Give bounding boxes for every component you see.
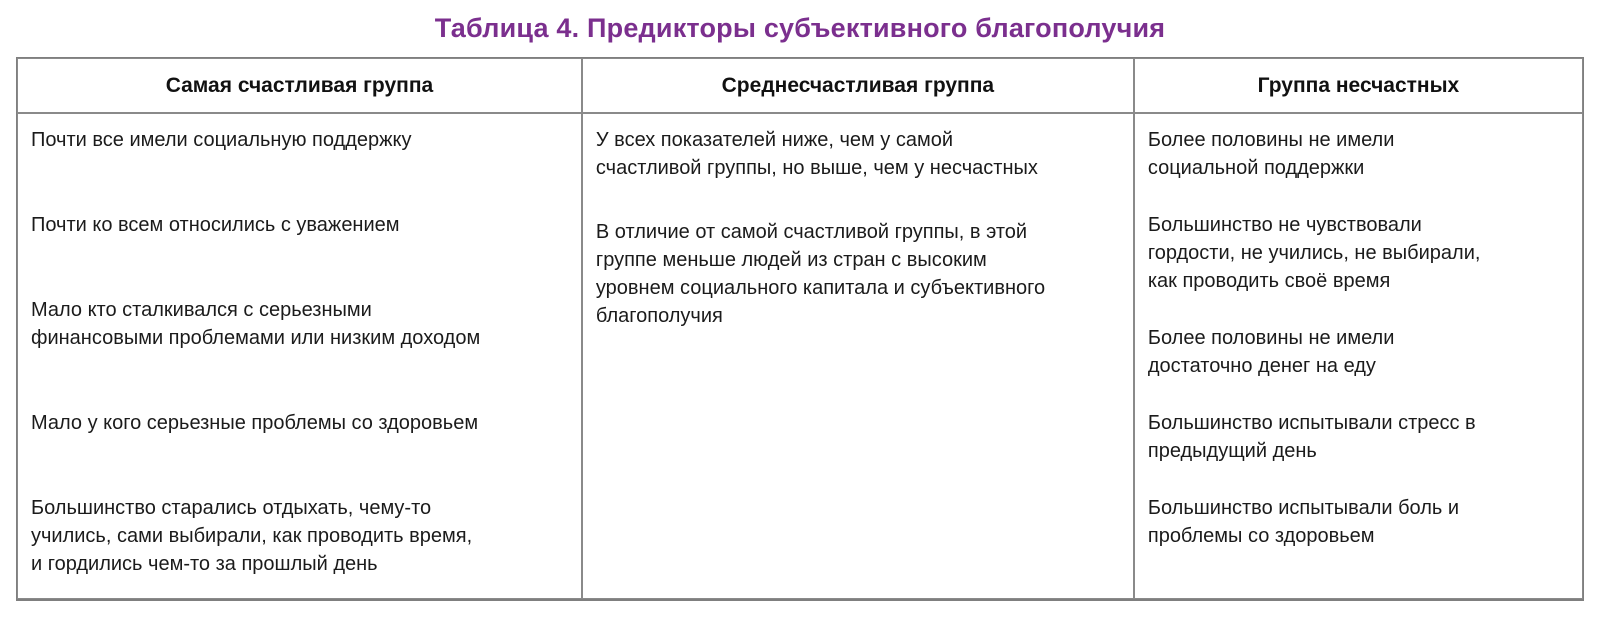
table-cell-text: Мало у кого серьезные проблемы со здоровьем bbox=[31, 412, 479, 434]
table-cell-text: Большинство старались отдыхать, чему-то учились, сами выбирали, как проводить время, и гордились чем-то за прошлый день bbox=[31, 497, 473, 575]
table-cell-text: Большинство испытывали боль и проблемы со здоровьем bbox=[1147, 497, 1460, 547]
table-cell-text: Почти все имели социальную поддержку bbox=[31, 129, 412, 151]
table-cell-text: Почти ко всем относились с уважением bbox=[31, 214, 400, 236]
table-cell-text: Мало кто сталкивался с серьезными финансовыми проблемами или низким доходом bbox=[31, 299, 481, 349]
table-cell-text: Более половины не имели достаточно денег на еду bbox=[1147, 327, 1395, 377]
table-cell-text: Большинство не чувствовали гордости, не учились, не выбирали, как проводить своё время bbox=[1147, 214, 1481, 292]
table-cell-text: У всех показателей ниже, чем у самой счастливой группы, но выше, чем у несчастных bbox=[595, 129, 1038, 179]
column-header-happiest: Самая счастливая группа bbox=[18, 59, 581, 112]
table-cell-text: Большинство испытывали стресс в предыдущий день bbox=[1147, 412, 1476, 462]
column-header-medium: Среднесчастливая группа bbox=[583, 59, 1133, 112]
table-cell-text: В отличие от самой счастливой группы, в этой группе меньше людей из стран с высоким уровнем социального капитала и субъективного благополучия bbox=[595, 221, 1046, 327]
column-body-happiest bbox=[18, 114, 581, 598]
table-cell-text: Более половины не имели социальной поддержки bbox=[1147, 129, 1395, 179]
column-body-medium bbox=[583, 114, 1133, 598]
column-body-unhappy bbox=[1135, 114, 1582, 598]
column-header-unhappy: Группа несчастных bbox=[1135, 59, 1582, 112]
predictors-table bbox=[16, 57, 1584, 601]
table-title: Таблица 4. Предикторы субъективного благополучия bbox=[434, 13, 1166, 43]
